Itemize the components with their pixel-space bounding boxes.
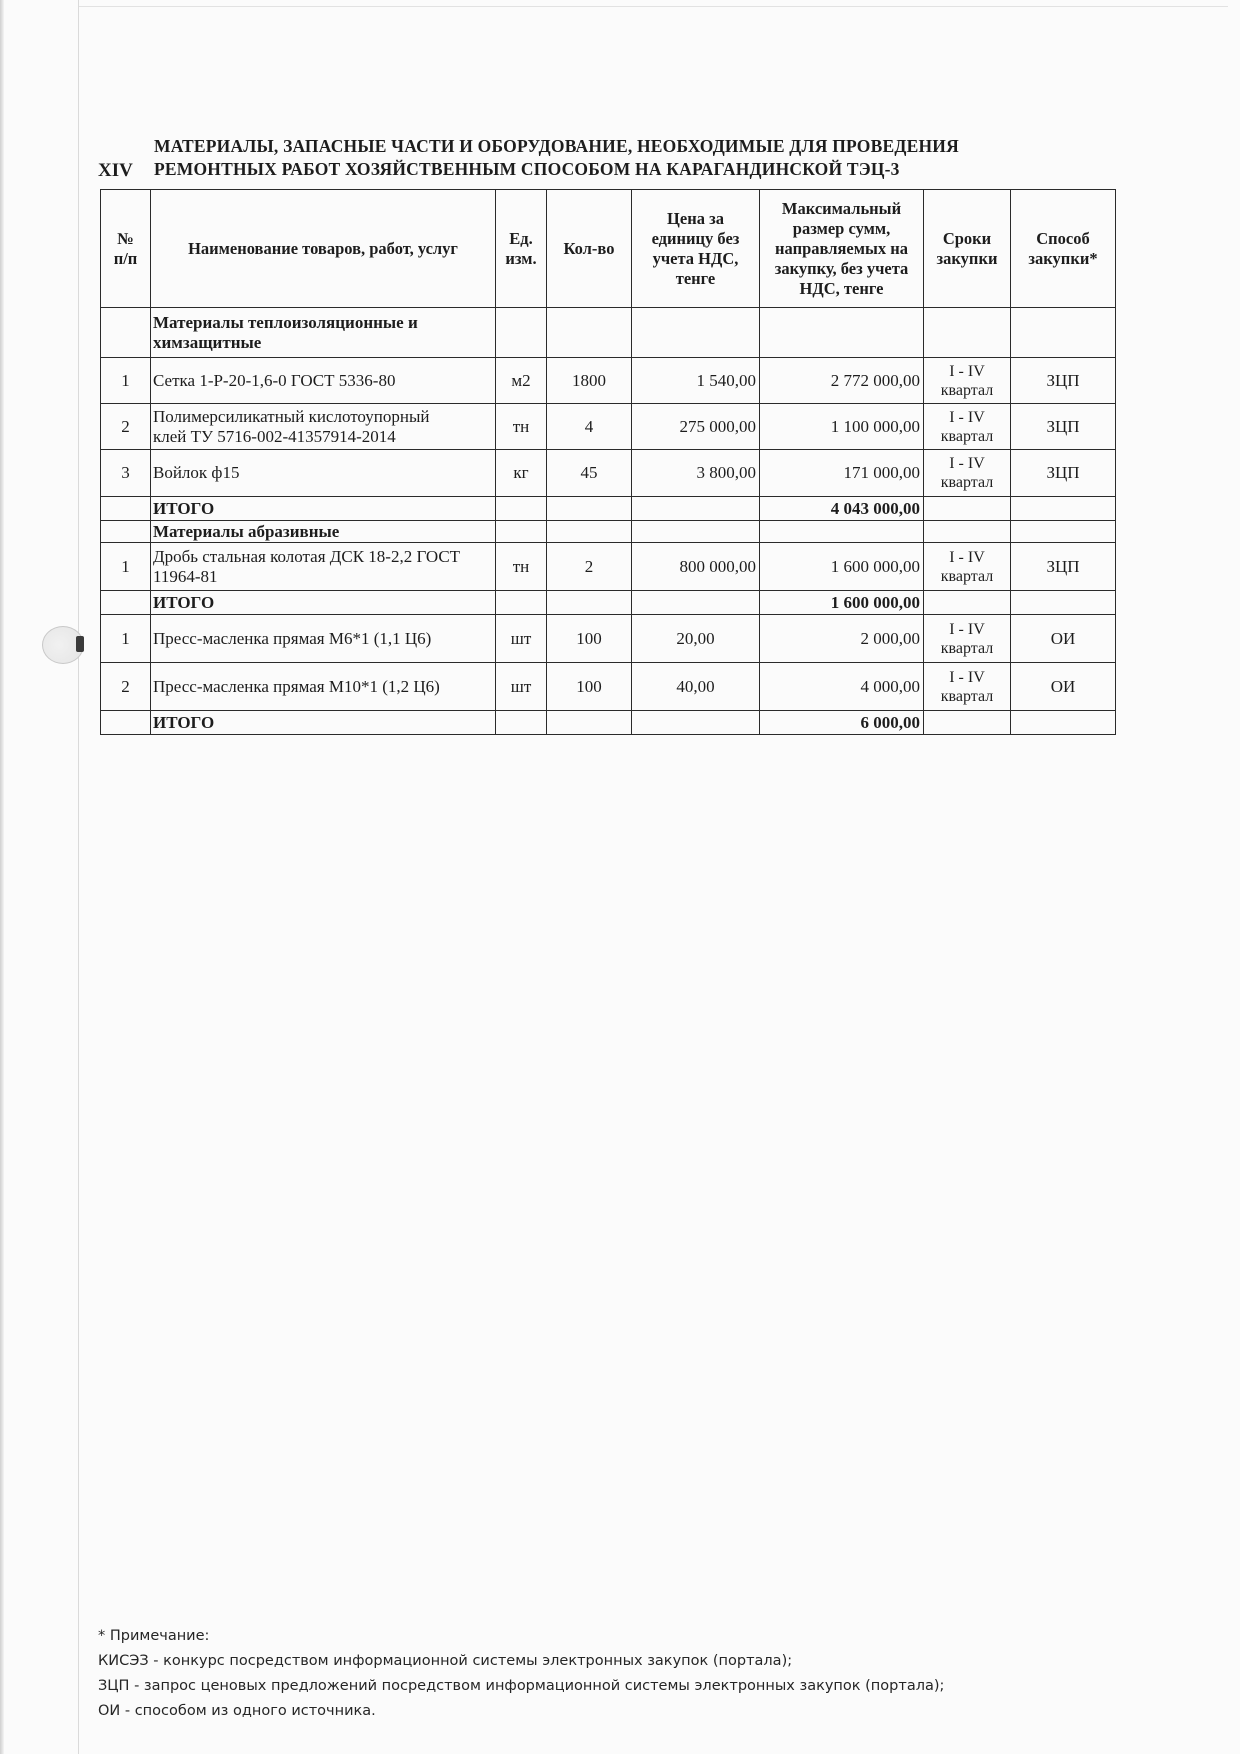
header-qty: Кол-во — [547, 190, 632, 308]
header-method-line: Способ — [1036, 228, 1090, 248]
empty-cell — [101, 711, 151, 735]
table-row — [101, 404, 1116, 450]
note-zcp: ЗЦП - запрос ценовых предложений посредством информационной системы электронных закупок (портала); — [98, 1678, 945, 1694]
row-term-line: I - IV — [949, 408, 985, 426]
row-method: ОИ — [1011, 663, 1116, 711]
total-label: ИТОГО — [151, 497, 496, 521]
punch-hole-shadow — [76, 636, 84, 652]
row-term — [924, 404, 1011, 450]
row-name-line: Дробь стальная колотая ДСК 18-2,2 ГОСТ — [153, 546, 461, 566]
row-total: 4 000,00 — [760, 663, 924, 711]
row-term-line: квартал — [940, 474, 994, 491]
row-num: 1 — [101, 615, 151, 663]
row-qty: 100 — [547, 615, 632, 663]
footnotes — [98, 1624, 944, 1724]
row-method: ОИ — [1011, 615, 1116, 663]
row-qty: 4 — [547, 404, 632, 450]
procurement-table — [100, 189, 1116, 735]
row-unit: тн — [496, 543, 547, 591]
empty-cell — [632, 497, 760, 521]
total-value: 1 600 000,00 — [760, 591, 924, 615]
row-term — [924, 615, 1011, 663]
row-term-line: квартал — [940, 687, 994, 705]
row-name: Пресс-масленка прямая М6*1 (1,1 Ц6) — [151, 615, 496, 663]
notes-heading: * Примечание: — [98, 1628, 210, 1644]
empty-cell — [101, 308, 151, 358]
row-num: 2 — [101, 404, 151, 450]
row-unit: шт — [496, 615, 547, 663]
empty-cell — [547, 497, 632, 521]
table-row — [101, 450, 1116, 497]
header-max-line: размер сумм, — [792, 218, 891, 238]
row-price: 275 000,00 — [632, 404, 760, 450]
total-value: 4 043 000,00 — [760, 497, 924, 521]
empty-cell — [924, 521, 1011, 543]
table-row — [101, 543, 1116, 591]
header-name: Наименование товаров, работ, услуг — [151, 190, 496, 308]
row-name: Войлок ф15 — [151, 450, 496, 497]
empty-cell — [924, 591, 1011, 615]
row-method: ЗЦП — [1011, 450, 1116, 497]
empty-cell — [924, 711, 1011, 735]
row-term — [924, 543, 1011, 591]
row-name — [151, 543, 496, 591]
header-price-line: Цена за — [667, 208, 724, 228]
row-total: 1 600 000,00 — [760, 543, 924, 591]
group-title-line: химзащитные — [153, 332, 262, 352]
section-title-line-2: РЕМОНТНЫХ РАБОТ ХОЗЯЙСТВЕННЫМ СПОСОБОМ НА КАРАГАНДИНСКОЙ ТЭЦ-3 — [154, 159, 900, 179]
row-name-line: 11964-81 — [153, 566, 218, 586]
empty-cell — [496, 521, 547, 543]
header-max-line: НДС, тенге — [799, 278, 884, 298]
row-name: Сетка 1-Р-20-1,6-0 ГОСТ 5336-80 — [151, 358, 496, 404]
row-num: 2 — [101, 663, 151, 711]
row-method: ЗЦП — [1011, 543, 1116, 591]
header-price-line: единицу без — [651, 228, 740, 248]
row-num: 1 — [101, 543, 151, 591]
empty-cell — [1011, 711, 1116, 735]
row-price: 800 000,00 — [632, 543, 760, 591]
empty-cell — [1011, 308, 1116, 358]
row-term — [924, 358, 1011, 404]
group-title: Материалы абразивные — [151, 521, 496, 543]
header-num-line: № — [117, 228, 134, 248]
header-num-line: п/п — [113, 248, 138, 268]
group-title-row — [101, 521, 1116, 543]
row-price: 1 540,00 — [632, 358, 760, 404]
header-max-line: Максимальный — [781, 198, 902, 218]
empty-cell — [1011, 521, 1116, 543]
header-terms-line: закупки — [936, 248, 998, 268]
row-term — [924, 450, 1011, 497]
empty-cell — [496, 497, 547, 521]
empty-cell — [547, 308, 632, 358]
row-total: 2 772 000,00 — [760, 358, 924, 404]
header-price — [632, 190, 760, 308]
empty-cell — [101, 497, 151, 521]
empty-cell — [547, 521, 632, 543]
row-term-line: I - IV — [949, 362, 985, 380]
empty-cell — [496, 711, 547, 735]
row-unit: тн — [496, 404, 547, 450]
row-num: 1 — [101, 358, 151, 404]
row-name — [151, 404, 496, 450]
table-row — [101, 615, 1116, 663]
row-method: ЗЦП — [1011, 358, 1116, 404]
row-term-line: квартал — [940, 381, 994, 399]
empty-cell — [547, 711, 632, 735]
header-max-line: закупку, без учета — [774, 258, 909, 278]
row-unit: шт — [496, 663, 547, 711]
empty-cell — [924, 497, 1011, 521]
empty-cell — [632, 591, 760, 615]
total-label: ИТОГО — [151, 591, 496, 615]
fold-line — [78, 0, 79, 1754]
header-unit-line: Ед. — [509, 228, 533, 248]
empty-cell — [760, 308, 924, 358]
row-name-line: клей ТУ 5716-002-41357914-2014 — [153, 426, 396, 446]
note-oi: ОИ - способом из одного источника. — [98, 1703, 376, 1719]
group-title-line: Материалы теплоизоляционные и — [153, 312, 418, 332]
header-unit — [496, 190, 547, 308]
total-value: 6 000,00 — [760, 711, 924, 735]
section-number: XIV — [98, 160, 133, 181]
row-qty: 1800 — [547, 358, 632, 404]
header-max-line: направляемых на — [775, 238, 908, 258]
empty-cell — [632, 308, 760, 358]
empty-cell — [496, 591, 547, 615]
row-qty: 100 — [547, 663, 632, 711]
empty-cell — [547, 591, 632, 615]
row-unit: кг — [496, 450, 547, 497]
header-max-sum — [760, 190, 924, 308]
header-num — [101, 190, 151, 308]
row-price: 20,00 — [632, 615, 760, 663]
header-terms — [924, 190, 1011, 308]
page-edge — [0, 0, 4, 1754]
row-term-line: квартал — [940, 639, 994, 657]
empty-cell — [632, 521, 760, 543]
header-price-line: тенге — [675, 268, 716, 288]
row-total: 1 100 000,00 — [760, 404, 924, 450]
header-method-line: закупки* — [1028, 248, 1098, 268]
header-unit-line: изм. — [505, 248, 537, 268]
row-term-line: I - IV — [949, 455, 985, 472]
row-term-line: I - IV — [949, 548, 985, 566]
total-row — [101, 711, 1116, 735]
table-header-row — [101, 190, 1116, 308]
empty-cell — [496, 308, 547, 358]
total-row — [101, 497, 1116, 521]
row-method: ЗЦП — [1011, 404, 1116, 450]
row-name-line: Полимерсиликатный кислотоупорный — [153, 406, 430, 426]
total-row — [101, 591, 1116, 615]
row-price: 3 800,00 — [632, 450, 760, 497]
total-label: ИТОГО — [151, 711, 496, 735]
empty-cell — [924, 308, 1011, 358]
group-title-row — [101, 308, 1116, 358]
table-row — [101, 358, 1116, 404]
group-title — [151, 308, 496, 358]
row-term — [924, 663, 1011, 711]
row-name: Пресс-масленка прямая М10*1 (1,2 Ц6) — [151, 663, 496, 711]
empty-cell — [101, 521, 151, 543]
note-kisez: КИСЭЗ - конкурс посредством информационной системы электронных закупок (портала); — [98, 1653, 793, 1669]
row-qty: 45 — [547, 450, 632, 497]
row-num: 3 — [101, 450, 151, 497]
row-term-line: I - IV — [949, 620, 985, 638]
row-term-line: квартал — [940, 427, 994, 445]
empty-cell — [1011, 497, 1116, 521]
row-total: 171 000,00 — [760, 450, 924, 497]
header-price-line: учета НДС, — [652, 248, 739, 268]
row-total: 2 000,00 — [760, 615, 924, 663]
section-title-line-1: МАТЕРИАЛЫ, ЗАПАСНЫЕ ЧАСТИ И ОБОРУДОВАНИЕ, НЕОБХОДИМЫЕ ДЛЯ ПРОВЕДЕНИЯ — [154, 136, 959, 156]
empty-cell — [101, 591, 151, 615]
row-unit: м2 — [496, 358, 547, 404]
row-term-line: квартал — [940, 567, 994, 585]
header-terms-line: Сроки — [942, 228, 992, 248]
empty-cell — [760, 521, 924, 543]
header-method — [1011, 190, 1116, 308]
empty-cell — [632, 711, 760, 735]
row-qty: 2 — [547, 543, 632, 591]
row-term-line: I - IV — [949, 668, 985, 686]
page-top-edge — [78, 6, 1228, 7]
empty-cell — [1011, 591, 1116, 615]
row-price: 40,00 — [632, 663, 760, 711]
table-row — [101, 663, 1116, 711]
